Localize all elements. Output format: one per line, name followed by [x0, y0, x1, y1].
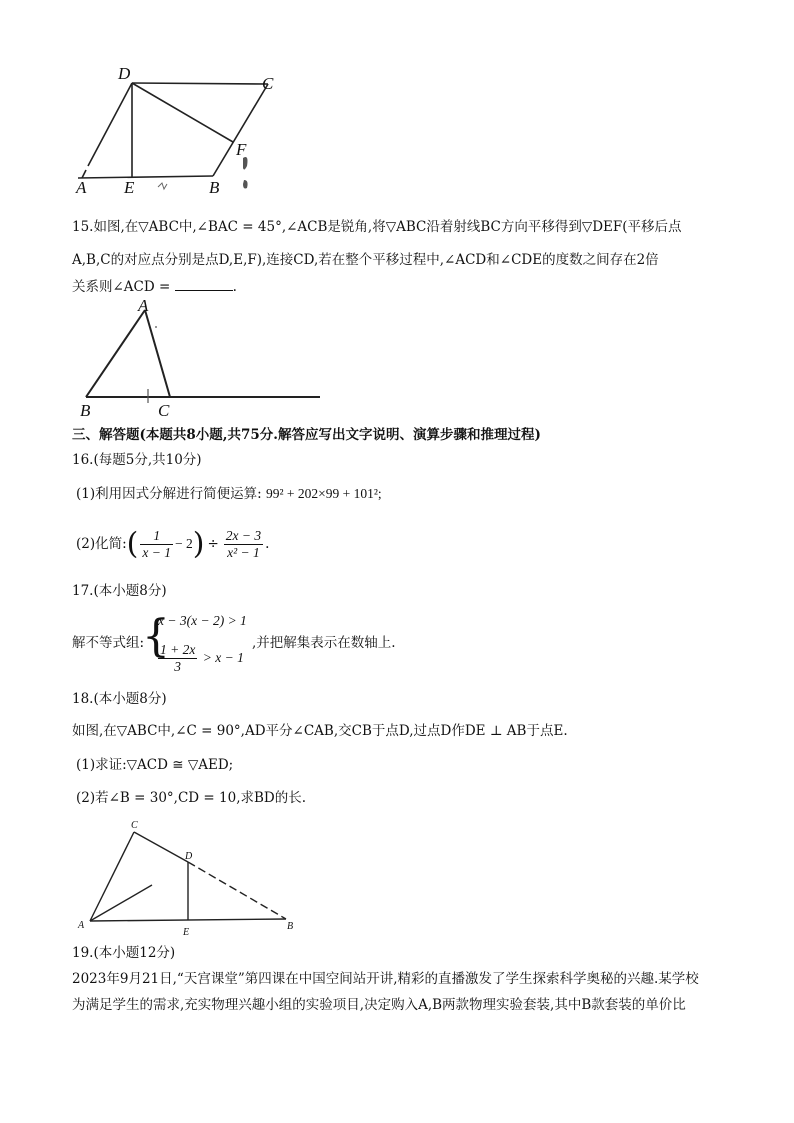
pencil-dot — [155, 326, 157, 328]
label-b2: B — [80, 401, 91, 420]
fraction-2-den: x² − 1 — [227, 545, 260, 560]
q16-part2 — [76, 524, 269, 564]
inequality-2 — [156, 638, 244, 678]
fraction-1-num: 1 — [140, 528, 173, 545]
q16-part2-text: (2)化简: — [76, 536, 127, 552]
inequality-2-num: 1 + 2x — [160, 642, 196, 658]
figure-parallelogram — [0, 0, 794, 200]
segment-df — [132, 83, 233, 142]
q15-line3-end: . — [232, 279, 237, 295]
label-c3: C — [131, 820, 138, 831]
q15-line3 — [72, 278, 237, 296]
q19-title: 19.(本小题12分) — [72, 945, 176, 961]
segment-cd — [134, 832, 188, 862]
q19-line2: 为满足学生的需求,充实物理兴趣小组的实验项目,决定购入A,B两款物理实验套装,其中B款套装的单价比 — [72, 997, 686, 1013]
q16-part1-text: (1)利用因式分解进行简便运算: — [76, 486, 262, 502]
inequality-2-rest: > x − 1 — [202, 650, 244, 665]
division-sign: ÷ — [207, 536, 219, 552]
q19-line1: 2023年9月21日,“天宫课堂”第四课在中国空间站开讲,精彩的直播激发了学生探索科学奥秘的兴趣.某学校 — [72, 971, 699, 987]
left-paren: ( — [126, 526, 139, 562]
label-f: F — [236, 140, 247, 159]
q17-lead: 解不等式组: — [72, 635, 145, 651]
fraction-1-den: x − 1 — [142, 545, 171, 560]
label-b: B — [209, 178, 220, 197]
q16-part1 — [76, 485, 382, 503]
q16-title: 16.(每题5分,共10分) — [72, 452, 202, 468]
q15-line2: A,B,C的对应点分别是点D,E,F),连接CD,若在整个平移过程中,∠ACD和∠CDE的度数之间存在2倍 — [72, 252, 659, 268]
segment-ac2 — [145, 310, 170, 397]
inequality-2-fraction — [158, 642, 197, 675]
label-d3: D — [185, 851, 193, 862]
label-d: D — [118, 64, 131, 83]
q15-line1: 15.如图,在▽ABC中,∠BAC = 45°,∠ACB是锐角,将▽ABC沿着射线BC方向平移得到▽DEF(平移后点 — [72, 219, 682, 235]
figure-right-triangle — [0, 815, 794, 945]
label-c2: C — [158, 401, 170, 420]
fraction-1 — [140, 528, 173, 561]
pencil-mark-3 — [158, 183, 167, 189]
segment-ad-lower — [82, 170, 86, 178]
section-3-heading: 三、解答题(本题共8小题,共75分.解答应写出文字说明、演算步骤和推理过程) — [72, 427, 541, 443]
segment-ab2 — [86, 310, 145, 397]
label-a: A — [76, 178, 87, 197]
pencil-mark-2 — [243, 180, 248, 189]
fraction-2-num: 2x − 3 — [225, 528, 262, 543]
segment-ab — [78, 176, 213, 178]
minus-two: − 2 — [175, 536, 193, 551]
fraction-2 — [224, 528, 263, 561]
label-a2: A — [138, 296, 149, 315]
label-c: C — [262, 74, 274, 93]
segment-db-dashed — [188, 862, 286, 919]
q18-part1: (1)求证:▽ACD ≅ ▽AED; — [76, 757, 234, 773]
label-b3: B — [287, 921, 294, 932]
q18-part2: (2)若∠B = 30°,CD = 10,求BD的长. — [76, 790, 307, 806]
segment-cb — [213, 84, 268, 176]
label-e: E — [124, 178, 135, 197]
inequality-2-den: 3 — [174, 659, 182, 675]
figure-triangle — [0, 295, 794, 425]
label-e3: E — [183, 927, 190, 938]
q15-line3-text: 关系则∠ACD = — [72, 279, 171, 295]
q17-title: 17.(本小题8分) — [72, 583, 167, 599]
q16-part2-end: . — [265, 536, 270, 552]
system-brace: { — [142, 611, 170, 662]
right-paren: ) — [192, 526, 205, 562]
segment-dc — [132, 83, 268, 84]
q17-tail: ,并把解集表示在数轴上. — [252, 635, 396, 651]
q18-stem: 如图,在▽ABC中,∠C = 90°,AD平分∠CAB,交CB于点D,过点D作DE ⊥ AB于点E. — [72, 723, 568, 739]
label-a3: A — [78, 920, 85, 931]
q16-part1-expr: 99² + 202×99 + 101²; — [265, 486, 382, 501]
segment-ad — [88, 83, 132, 166]
inequality-1: x − 3(x − 2) > 1 — [158, 613, 247, 628]
answer-blank[interactable] — [175, 278, 233, 291]
q18-title: 18.(本小题8分) — [72, 691, 167, 707]
